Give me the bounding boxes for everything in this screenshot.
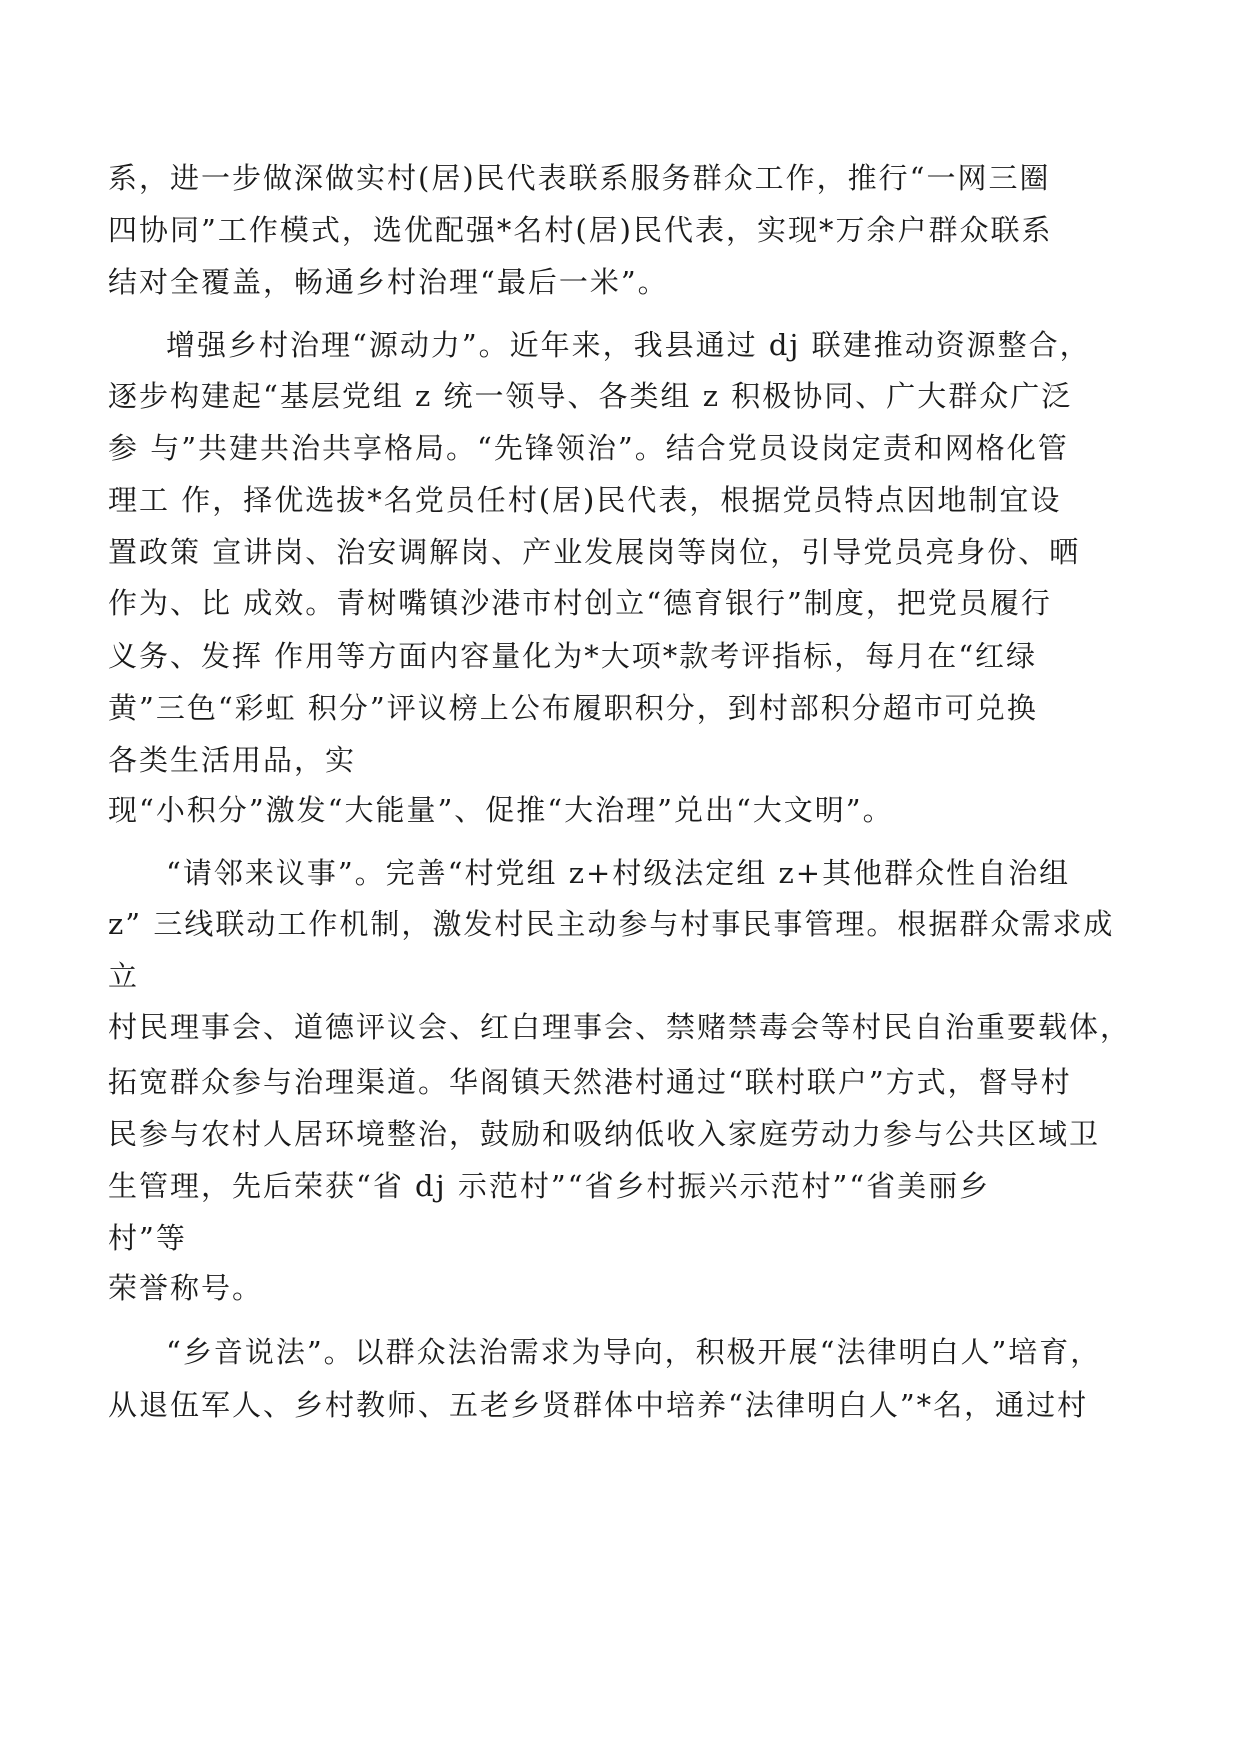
paragraph-line: “请邻来议事”。完善“村党组 z+村级法定组 z+其他群众性自治组	[166, 856, 1071, 890]
paragraph-line: 各类生活用品，实	[108, 743, 357, 777]
paragraph-line: 村民理事会、道德评议会、红白理事会、禁赌禁毒会等村民自治重要载体，	[108, 1010, 1132, 1044]
paragraph-line: 义务、发挥 作用等方面内容量化为*大项*款考评指标，每月在“红绿	[108, 639, 1038, 673]
paragraph-line: 立	[108, 959, 140, 993]
paragraph-line: 黄”三色“彩虹 积分”评议榜上公布履职积分，到村部积分超市可兑换	[108, 691, 1038, 725]
paragraph-line: 理工 作，择优选拔*名党员任村(居)民代表，根据党员特点因地制宜设	[108, 483, 1062, 517]
paragraph-line: 置政策 宣讲岗、治安调解岗、产业发展岗等岗位，引导党员亮身份、晒	[108, 535, 1081, 569]
paragraph-line: 民参与农村人居环境整治，鼓励和吸纳低收入家庭劳动力参与公共区域卫	[108, 1117, 1101, 1151]
paragraph-line: “乡音说法”。以群众法治需求为导向，积极开展“法律明白人”培育，	[166, 1335, 1102, 1369]
paragraph-line: 从退伍军人、乡村教师、五老乡贤群体中培养“法律明白人”*名，通过村	[108, 1388, 1089, 1422]
paragraph-line: 四协同”工作模式，选优配强*名村(居)民代表，实现*万余户群众联系	[108, 213, 1053, 247]
paragraph-line: 系，进一步做深做实村(居)民代表联系服务群众工作，推行“一网三圈	[108, 161, 1051, 195]
paragraph-line: 荣誉称号。	[108, 1271, 264, 1305]
paragraph-line: 参 与”共建共治共享格局。“先锋领治”。结合党员设岗定责和网格化管	[108, 431, 1069, 465]
paragraph-line: z” 三线联动工作机制，激发村民主动参与村事民事管理。根据群众需求成	[108, 907, 1115, 941]
paragraph-line: 增强乡村治理“源动力”。近年来，我县通过 dj 联建推动资源整合，	[166, 328, 1091, 362]
paragraph-line: 逐步构建起“基层党组 z 统一领导、各类组 z 积极协同、广大群众广泛	[108, 379, 1073, 413]
paragraph-line: 结对全覆盖，畅通乡村治理“最后一米”。	[108, 265, 669, 299]
paragraph-line: 村”等	[108, 1221, 187, 1255]
paragraph-line: 现“小积分”激发“大能量”、促推“大治理”兑出“大文明”。	[108, 793, 894, 827]
paragraph-line: 生管理，先后荣获“省 dj 示范村”“省乡村振兴示范村”“省美丽乡	[108, 1169, 991, 1203]
paragraph-line: 拓宽群众参与治理渠道。华阁镇天然港村通过“联村联户”方式，督导村	[108, 1065, 1072, 1099]
paragraph-line: 作为、比 成效。青树嘴镇沙港市村创立“德育银行”制度，把党员履行	[108, 586, 1052, 620]
